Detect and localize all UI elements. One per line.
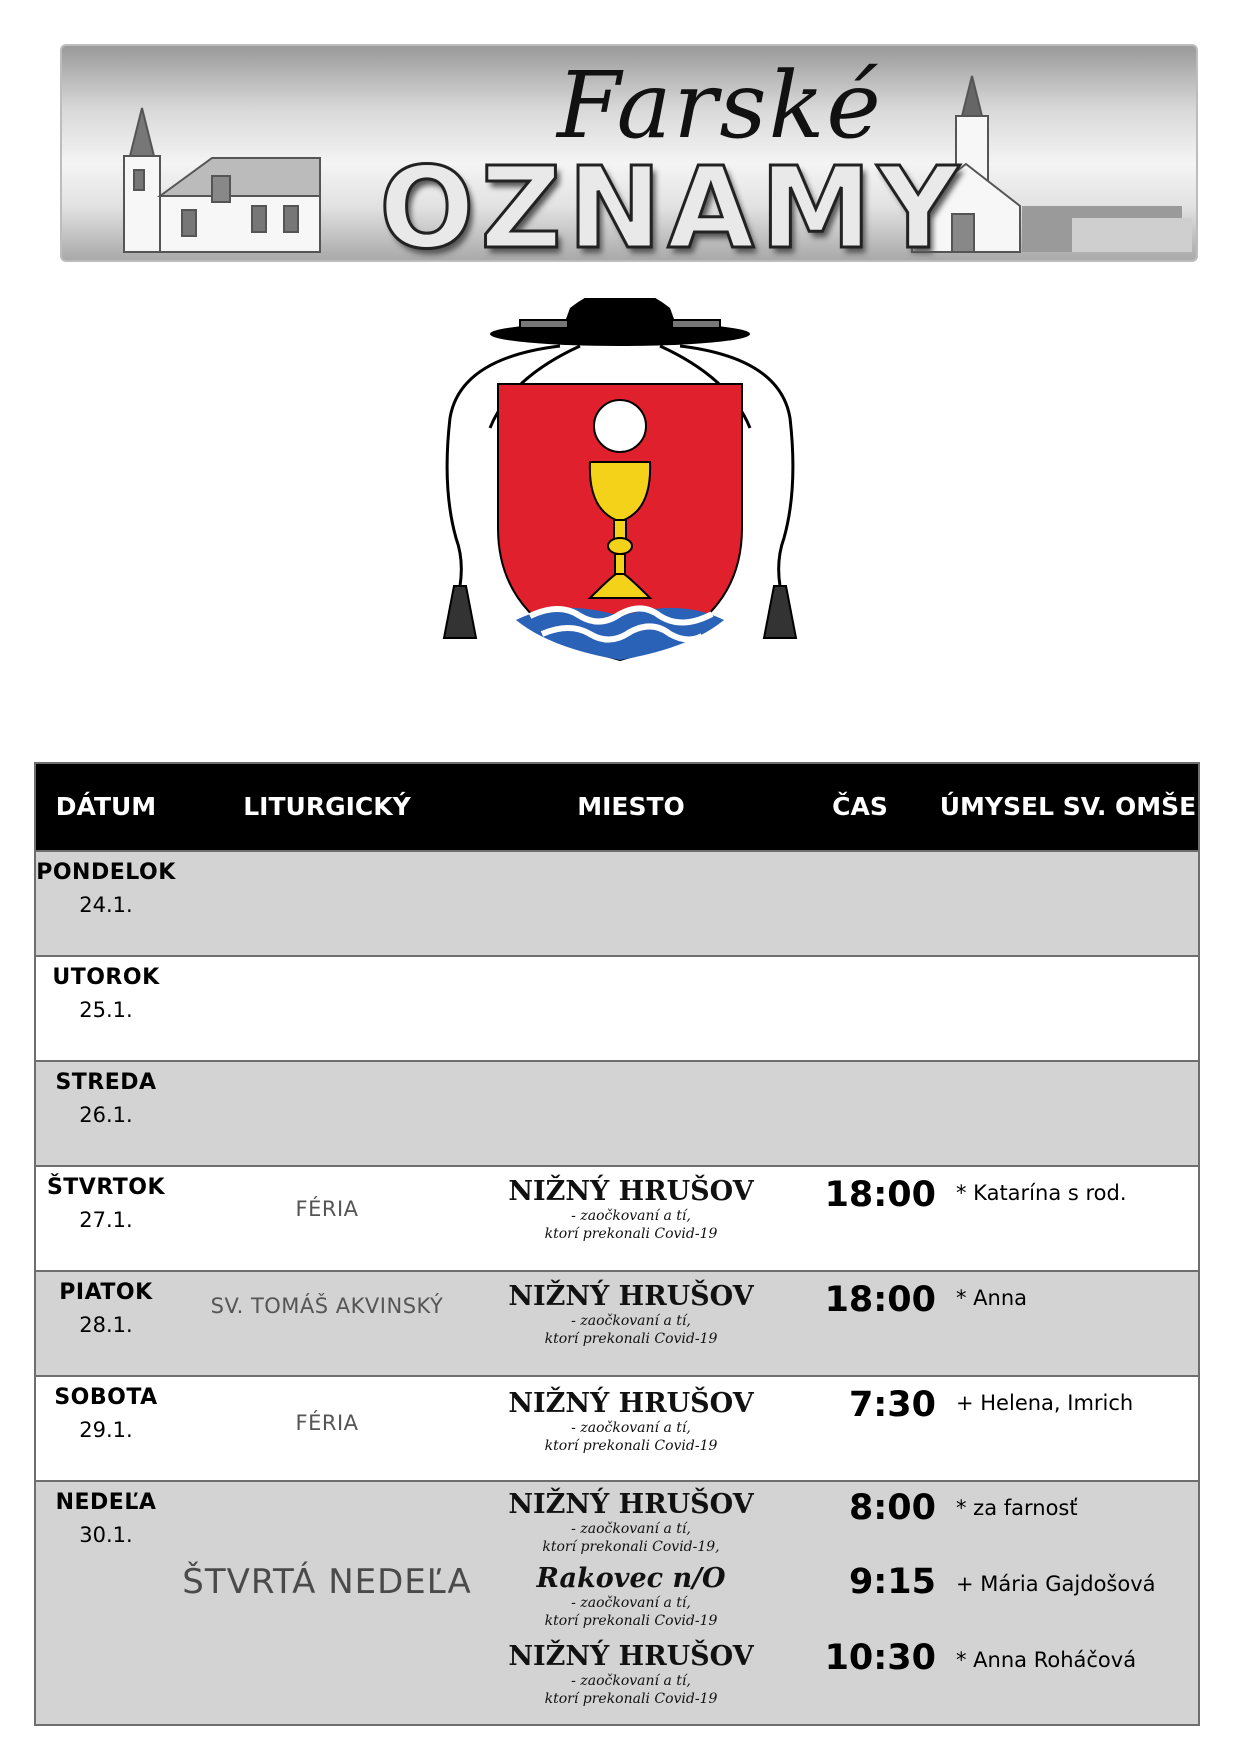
mass-schedule-table: [34, 762, 1200, 1726]
day-date: 24.1.: [79, 893, 133, 917]
place-note: - zaočkovaní a tí,: [571, 1313, 691, 1329]
host-icon: [594, 400, 646, 452]
place-cell: [478, 1564, 784, 1630]
place-cell: [478, 1389, 784, 1455]
column-header-date: DÁTUM: [55, 792, 157, 821]
header-banner: [60, 44, 1198, 262]
date-cell: [36, 860, 176, 917]
table-row-friday: [36, 1270, 1198, 1375]
place-name: Rakovec n/O: [536, 1563, 726, 1594]
mass-intention: + Helena, Imrich: [956, 1391, 1134, 1415]
column-header-time: ČAS: [832, 792, 888, 821]
table-row-thursday: [36, 1165, 1198, 1270]
day-date: 30.1.: [79, 1523, 133, 1547]
date-cell: [36, 1280, 176, 1337]
place-name: NIŽNÝ HRUŠOV: [508, 1489, 754, 1520]
mass-time: 18:00: [824, 1175, 936, 1215]
mass-intention: * za farnosť: [956, 1496, 1078, 1520]
table-row-tuesday: [36, 955, 1198, 1060]
mass-time: 9:15: [848, 1562, 936, 1602]
mass-time: 7:30: [848, 1385, 936, 1425]
date-cell: [36, 1490, 176, 1547]
place-note: - zaočkovaní a tí,: [571, 1208, 691, 1224]
mass-time: 8:00: [848, 1488, 936, 1528]
banner-script-title: Farské: [557, 52, 883, 159]
table-row-monday: [36, 850, 1198, 955]
liturgy-cell: ŠTVRTÁ NEDEĽA: [182, 1562, 472, 1602]
day-name: UTOROK: [52, 965, 160, 990]
day-name: PONDELOK: [36, 860, 176, 885]
mass-intention: + Mária Gajdošová: [956, 1572, 1156, 1596]
day-date: 27.1.: [79, 1208, 133, 1232]
day-date: 28.1.: [79, 1313, 133, 1337]
column-header-liturgy: LITURGICKÝ: [243, 792, 411, 821]
place-note: ktorí prekonali Covid-19: [544, 1691, 718, 1707]
mass-time: 18:00: [824, 1280, 936, 1320]
day-name: STREDA: [55, 1070, 157, 1095]
liturgy-cell: FÉRIA: [295, 1197, 359, 1221]
left-church-picture: [124, 108, 320, 252]
place-name: NIŽNÝ HRUŠOV: [508, 1176, 754, 1207]
place-cell: [478, 1177, 784, 1243]
place-name: NIŽNÝ HRUŠOV: [508, 1281, 754, 1312]
place-note: ktorí prekonali Covid-19: [544, 1438, 718, 1454]
day-name: PIATOK: [59, 1280, 153, 1305]
place-note: - zaočkovaní a tí,: [571, 1521, 691, 1537]
galero-hat-icon: [490, 298, 750, 346]
date-cell: [36, 1385, 176, 1442]
place-cell: [478, 1490, 784, 1556]
day-name: NEDEĽA: [55, 1490, 157, 1515]
place-cell: [478, 1282, 784, 1348]
mass-intention: * Anna Roháčová: [956, 1648, 1137, 1672]
banner-main-title: OZNAMY: [379, 144, 965, 262]
place-note: - zaočkovaní a tí,: [571, 1595, 691, 1611]
date-cell: [36, 1175, 176, 1232]
table-row-sunday: [36, 1480, 1198, 1724]
table-row-wednesday: [36, 1060, 1198, 1165]
place-note: - zaočkovaní a tí,: [571, 1673, 691, 1689]
place-note: ktorí prekonali Covid-19: [544, 1226, 718, 1242]
place-note: ktorí prekonali Covid-19: [544, 1613, 718, 1629]
parish-coat-of-arms: [420, 298, 820, 738]
day-name: SOBOTA: [54, 1385, 158, 1410]
place-note: ktorí prekonali Covid-19,: [542, 1539, 720, 1555]
mass-intention: * Anna: [956, 1286, 1028, 1310]
day-date: 25.1.: [79, 998, 133, 1022]
day-date: 29.1.: [79, 1418, 133, 1442]
day-name: ŠTVRTOK: [46, 1175, 166, 1200]
place-note: - zaočkovaní a tí,: [571, 1420, 691, 1436]
liturgy-cell: FÉRIA: [295, 1411, 359, 1435]
mass-intention: * Katarína s rod.: [956, 1181, 1127, 1205]
day-date: 26.1.: [79, 1103, 133, 1127]
column-header-intention: ÚMYSEL SV. OMŠE: [939, 792, 1197, 821]
column-header-place: MIESTO: [577, 792, 685, 821]
date-cell: [36, 1070, 176, 1127]
place-cell: [478, 1642, 784, 1708]
date-cell: [36, 965, 176, 1022]
place-note: ktorí prekonali Covid-19: [544, 1331, 718, 1347]
place-name: NIŽNÝ HRUŠOV: [508, 1641, 754, 1672]
place-name: NIŽNÝ HRUŠOV: [508, 1388, 754, 1419]
table-row-saturday: [36, 1375, 1198, 1480]
mass-time: 10:30: [824, 1638, 936, 1678]
liturgy-cell: SV. TOMÁŠ AKVINSKÝ: [210, 1294, 444, 1318]
table-header: [36, 764, 1198, 850]
